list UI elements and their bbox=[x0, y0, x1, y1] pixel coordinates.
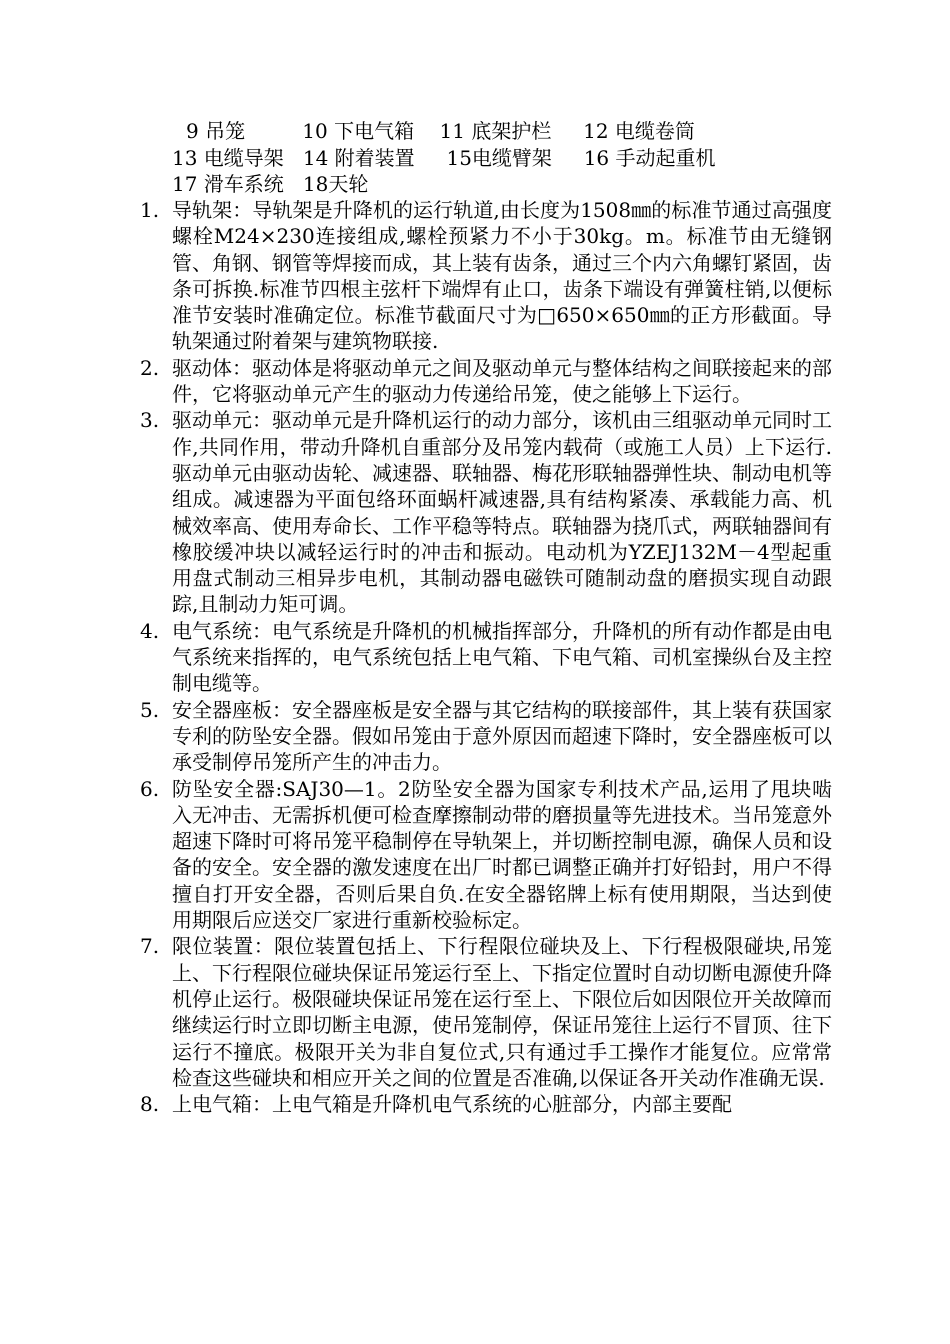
legend-row: 17 滑车系统 18天轮 bbox=[172, 172, 369, 196]
item-number: 3. bbox=[140, 408, 160, 433]
item-text: 安全器座板：安全器座板是安全器与其它结构的联接部件，其上装有获国家专利的防坠安全器。假如吊笼由于意外原因而超速下降时，安全器座板可以承受制停吊笼所产生的冲击力。 bbox=[172, 697, 832, 775]
component-description-list bbox=[132, 197, 832, 1117]
item-text: 限位装置：限位装置包括上、下行程限位碰块及上、下行程极限碰块,吊笼上、下行程限位碰块保证吊笼运行至上、下指定位置时自动切断电源使升降机停止运行。极限碰块保证吊笼在运行至上、下限位后如因限位开关故障而继续运行时立即切断主电源，使吊笼制停，保证吊笼往上运行不冒顶、往下运行不撞底。极限开关为非自复位式,只有通过手工操作才能复位。应常常检查这些碰块和相应开关之间的位置是否准确,以保证各开关动作准确无误. bbox=[172, 934, 832, 1090]
item-number: 4. bbox=[140, 618, 160, 643]
list-item bbox=[132, 697, 832, 776]
item-number: 6. bbox=[140, 776, 160, 801]
item-number: 1. bbox=[140, 198, 160, 222]
list-item bbox=[132, 407, 832, 617]
item-text: 防坠安全器:SAJ30—1。2防坠安全器为国家专利技术产品,运用了甩块啮入无冲击、无需拆机便可检查摩擦制动带的磨损量等先进技术。当吊笼意外超速下降时可将吊笼平稳制停在导轨架上，并切断控制电源，确保人员和设备的安全。安全器的激发速度在出厂时都已调整正确并打好铅封，用户不得擅自打开安全器，否则后果自负.在安全器铭牌上标有使用期限，当达到使用期限后应送交厂家进行重新校验标定。 bbox=[172, 776, 832, 933]
item-number: 5. bbox=[140, 697, 160, 722]
item-number: 2. bbox=[140, 355, 160, 380]
item-text: 上电气箱：上电气箱是升降机电气系统的心脏部分，内部主要配 bbox=[172, 1092, 732, 1117]
list-item bbox=[132, 355, 832, 408]
item-number: 7. bbox=[140, 934, 160, 959]
legend-row: 9 吊笼 10 下电气箱 11 底架护栏 12 电缆卷筒 bbox=[186, 119, 695, 143]
list-item bbox=[132, 618, 832, 697]
legend-row: 13 电缆导架 14 附着装置 15电缆臂架 16 手动起重机 bbox=[172, 145, 716, 170]
list-item bbox=[132, 197, 832, 355]
list-item bbox=[132, 1091, 832, 1117]
item-text: 导轨架：导轨架是升降机的运行轨道,由长度为1508㎜的标准节通过高强度螺栓M24×230连接组成,螺栓预紧力不小于30kg。m。标准节由无缝钢管、角钢、钢管等焊接而成，其上装有齿条，通过三个内六角螺钉紧固，齿条可拆换.标准节四根主弦杆下端焊有止口，齿条下端设有弹簧柱销,以便标准节安装时准确定位。标准节截面尺寸为□650×650㎜的正方形截面。导轨架通过附着架与建筑物联接. bbox=[172, 198, 832, 354]
item-text: 驱动单元：驱动单元是升降机运行的动力部分，该机由三组驱动单元同时工作,共同作用，带动升降机自重部分及吊笼内载荷（或施工人员）上下运行.驱动单元由驱动齿轮、减速器、联轴器、梅花形联轴器弹性块、制动电机等组成。减速器为平面包络环面蜗杆减速器,具有结构紧凑、承载能力高、机械效率高、使用寿命长、工作平稳等特点。联轴器为挠爪式，两联轴器间有橡胶缓冲块以减轻运行时的冲击和振动。电动机为YZEJ132M－4型起重用盘式制动三相异步电机，其制动器电磁铁可随制动盘的磨损实现自动跟踪,且制动力矩可调。 bbox=[172, 408, 832, 617]
item-number: 8. bbox=[140, 1092, 160, 1117]
component-legend bbox=[172, 118, 852, 198]
list-item bbox=[132, 776, 832, 934]
item-text: 驱动体：驱动体是将驱动单元之间及驱动单元与整体结构之间联接起来的部件，它将驱动单元产生的驱动力传递给吊笼，使之能够上下运行。 bbox=[172, 355, 832, 407]
list-item bbox=[132, 933, 832, 1091]
item-text: 电气系统：电气系统是升降机的机械指挥部分，升降机的所有动作都是由电气系统来指挥的，电气系统包括上电气箱、下电气箱、司机室操纵台及主控制电缆等。 bbox=[172, 618, 832, 696]
